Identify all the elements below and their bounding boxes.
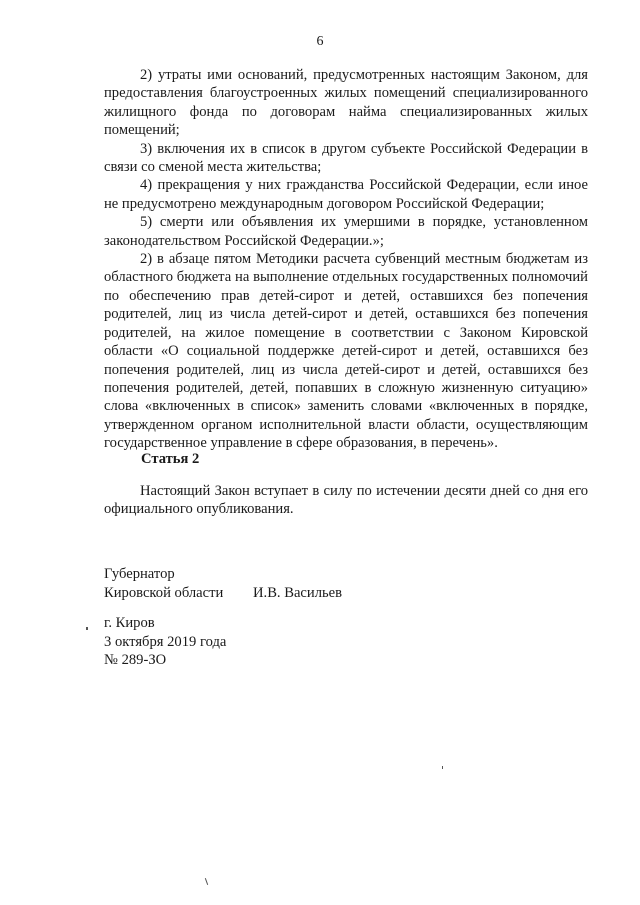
signature-name: И.В. Васильев (253, 585, 343, 601)
article-2-heading: Статья 2 (141, 451, 200, 467)
law-date: 3 октября 2019 года (104, 633, 227, 650)
signature-title (104, 565, 223, 602)
amendment-text (104, 66, 588, 453)
paragraph-methodology-amendment: 2) в абзаце пятом Методики расчета субвенций местным бюджетам из областного бюджета на выполнение отдельных государственных полномочий по обеспечению прав детей-сирот и детей, оставшихся без попечения родителей, лиц из числа детей-сирот и детей, оставшихся без попечения родителей, на жилое помещение в соответствии с Законом Кировской области «О социальной поддержке детей-сирот и детей, оставшихся без попечения родителей, лиц из числа детей-сирот и детей, оставшихся без попечения родителей, детей, попавших в сложную жизненную ситуацию» слова «включенных в список» заменить словами «включенных в порядке, утвержденном органом исполнительной власти области, осуществляющим государственное управление в сфере образования, в перечень». (104, 251, 588, 452)
law-number: № 289-ЗО (104, 652, 167, 669)
place-date-number (104, 614, 226, 670)
signature-title-line-1: Губернатор (104, 566, 175, 582)
signature-title-line-2: Кировской области (104, 584, 224, 601)
paragraph-item-2-loss-of-grounds: 2) утраты ими оснований, предусмотренных настоящим Законом, для предоставления благоустроенных жилых помещений специализированного жилищного фонда по договорам найма специализированных жилых помещений; (104, 67, 588, 139)
paragraph-item-5-death: 5) смерти или объявления их умершими в порядке, установленном законодательством Российской Федерации.»; (104, 214, 588, 249)
scan-speck (442, 766, 443, 769)
article-2-text: Настоящий Закон вступает в силу по истечении десяти дней со дня его официального опубликования. (104, 483, 588, 518)
page-number: 6 (316, 34, 324, 49)
scan-speck (86, 627, 88, 630)
paragraph-item-3-other-region: 3) включения их в список в другом субъекте Российской Федерации в связи со сменой места жительства; (104, 140, 588, 176)
scan-speck (205, 878, 208, 885)
place-city: г. Киров (104, 615, 155, 631)
paragraph-item-4-citizenship: 4) прекращения у них гражданства Российской Федерации, если иное не предусмотрено международным договором Российской Федерации; (104, 177, 588, 212)
article-2-body (104, 482, 588, 519)
